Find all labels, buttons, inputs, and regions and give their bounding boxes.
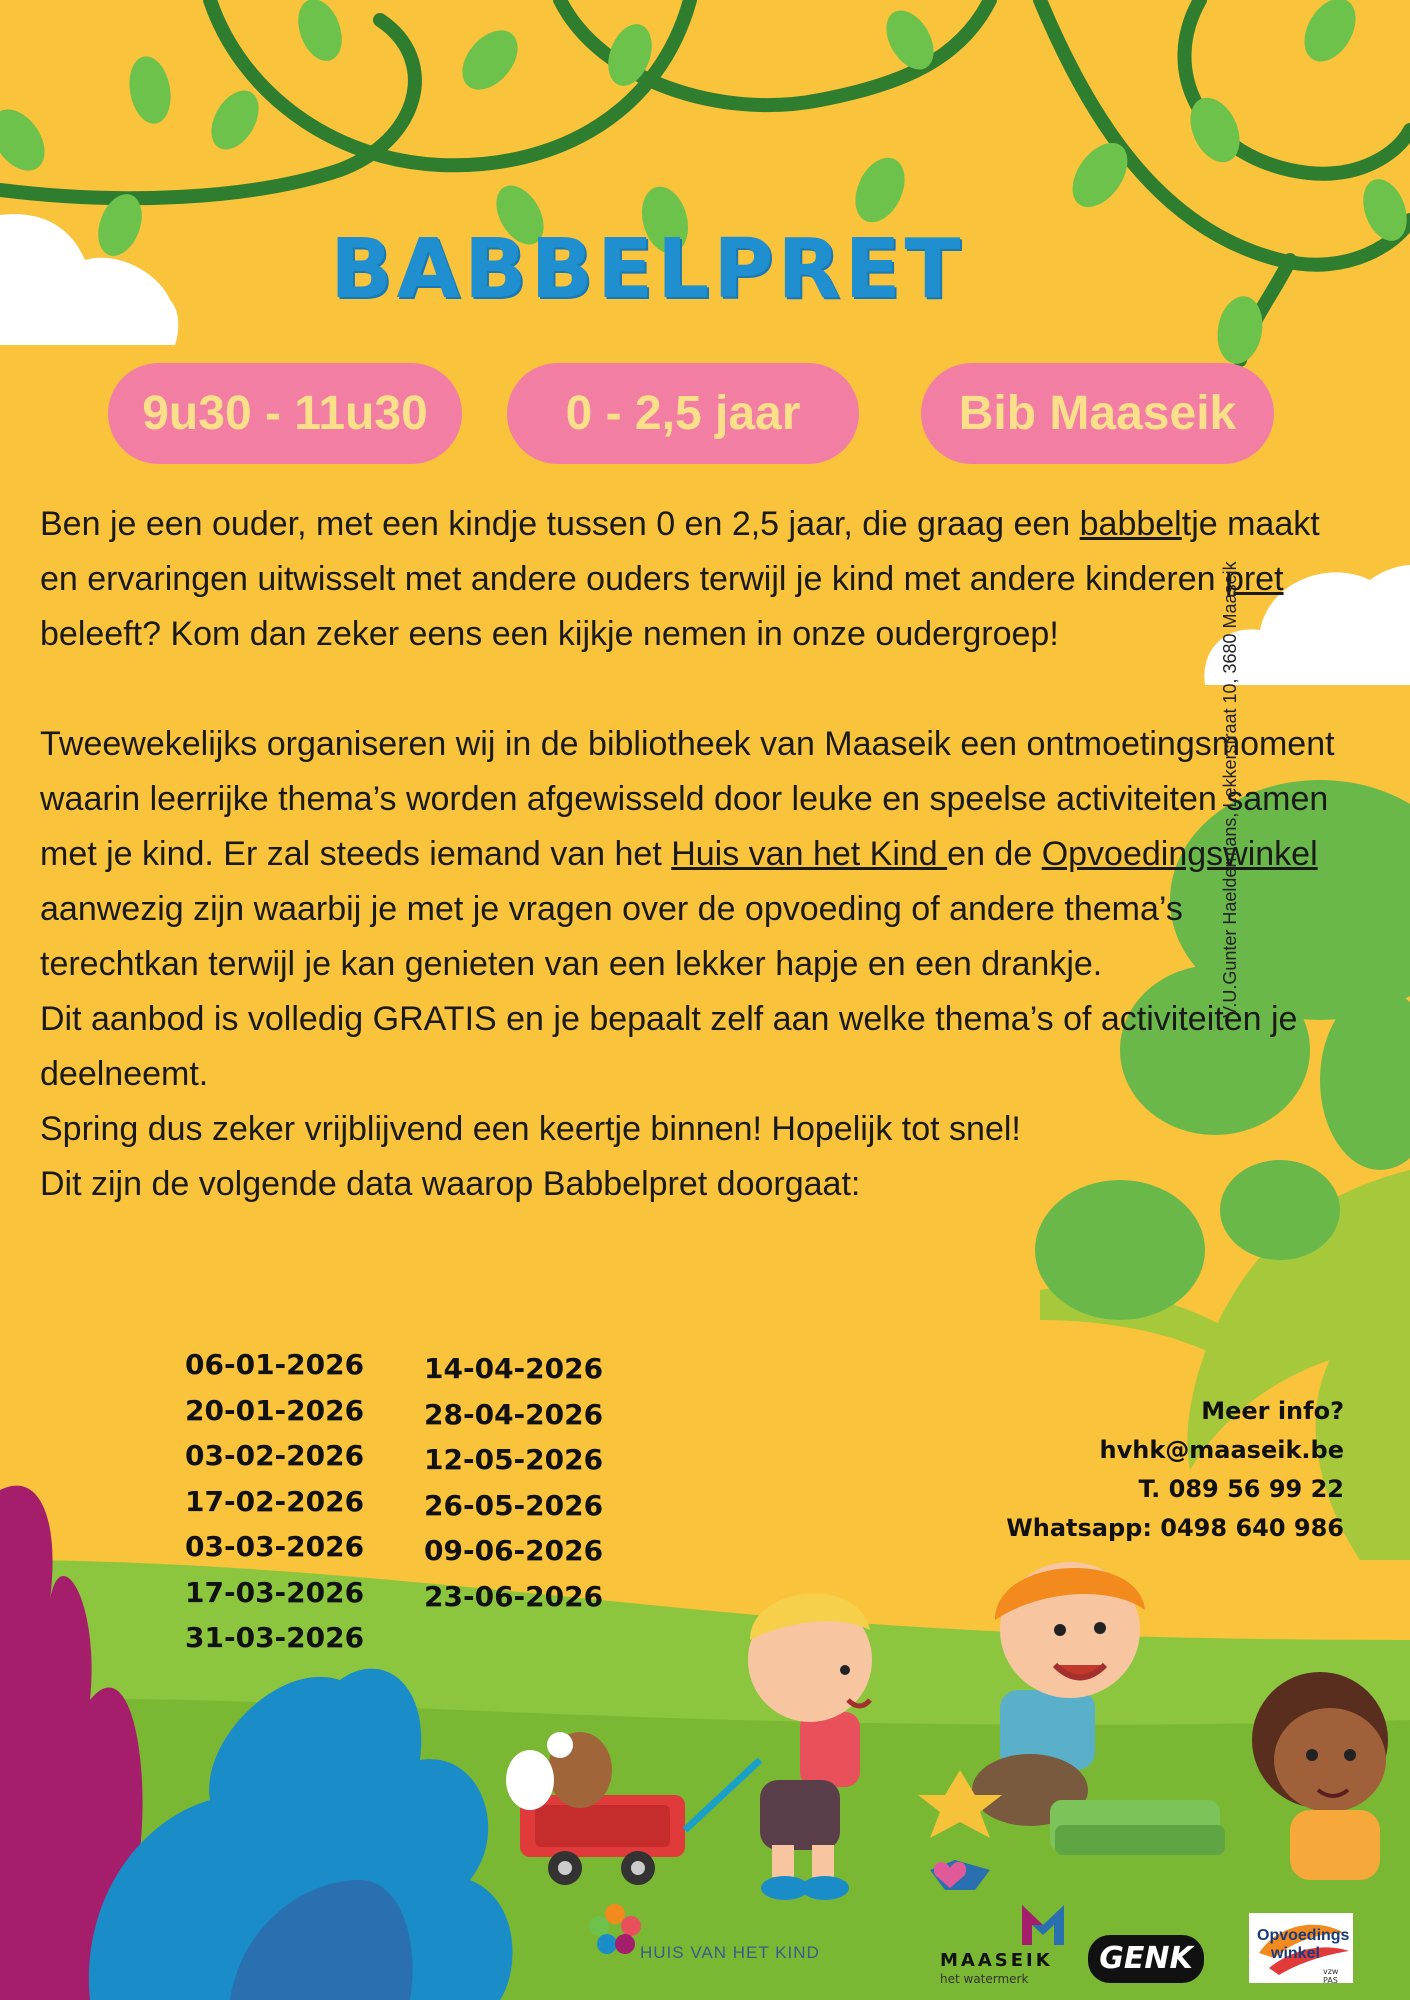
opvoedingswinkel-link[interactable]: Opvoedingswinkel (1041, 835, 1318, 873)
date-item: 28-04-2026 (424, 1397, 604, 1431)
date-item: 23-06-2026 (424, 1579, 604, 1613)
contact-label: Meer info? (1201, 1397, 1344, 1425)
huis-van-het-kind-link[interactable]: Huis van het Kind (671, 835, 948, 873)
date-item: 06-01-2026 (185, 1348, 365, 1381)
responsible-publisher: V.U.Gunter Haeldermans, Lekkerstraat 10, 3680 Maaseik (1220, 561, 1240, 1018)
contact-email[interactable]: hvhk@maaseik.be (1099, 1436, 1344, 1464)
contact-info (1006, 1392, 1344, 1548)
intro-text-2: tje maakt en ervaringen uitwisselt met andere ouders terwijl je kind met andere kinderen (40, 505, 1320, 598)
date-item: 14-04-2026 (424, 1352, 604, 1385)
intro-text-3: beleeft? Kom dan zeker eens een kijkje nemen in onze oudergroep! (40, 615, 1059, 653)
main-text-2: en de (947, 835, 1042, 873)
date-item: 20-01-2026 (185, 1393, 365, 1427)
opvoedingswinkel-logo-text-1: Opvoedings (1257, 1927, 1350, 1944)
huis-van-het-kind-logo-text: HUIS VAN HET KIND (640, 1943, 820, 1962)
date-item: 17-02-2026 (185, 1484, 365, 1518)
contact-whatsapp[interactable]: Whatsapp: 0498 640 986 (1006, 1514, 1344, 1542)
dates-column-2 (424, 1346, 603, 1619)
date-item: 17-03-2026 (185, 1575, 365, 1609)
age-pill: 0 - 2,5 jaar (507, 363, 859, 464)
maaseik-logo-icon (1020, 1903, 1066, 1947)
gratis-paragraph: Dit aanbod is volledig GRATIS en je bepaalt zelf aan welke thema’s of activiteiten je deelneemt. (40, 1000, 1298, 1093)
main-paragraph (40, 717, 1340, 992)
date-item: 09-06-2026 (424, 1534, 604, 1567)
babbel-highlight: babbel (1079, 505, 1182, 543)
genk-logo: GENK (1088, 1935, 1204, 1983)
page-title: BABBELPRET (330, 222, 965, 317)
contact-phone[interactable]: T. 089 56 99 22 (1138, 1475, 1344, 1503)
main-text-3: aanwezig zijn waarbij je met je vragen over de opvoeding of andere thema’s terechtkan terwijl je kan genieten van een lekker hapje en een drankje. (40, 890, 1183, 983)
pret-highlight: pret (1224, 560, 1284, 598)
opvoedingswinkel-logo (1249, 1913, 1353, 1983)
main-text-1: Tweewekelijks organiseren wij in de bibliotheek van Maaseik een ontmoetingsmoment waarin leerrijke thema’s worden afgewisseld door leuke en speelse activiteiten samen met je kind. Er zal steeds iemand van het (40, 725, 1335, 873)
body-text (40, 497, 1340, 1212)
data-intro-paragraph: Dit zijn de volgende data waarop Babbelpret doorgaat: (40, 1165, 861, 1203)
date-item: 03-02-2026 (185, 1439, 365, 1472)
opvoedingswinkel-logo-subtext: vzw PAS (1323, 1967, 1339, 1985)
opvoedingswinkel-logo-text-2: winkel (1271, 1945, 1320, 1962)
date-item: 26-05-2026 (424, 1488, 604, 1522)
dates-column-1 (185, 1342, 364, 1661)
time-pill: 9u30 - 11u30 (108, 363, 462, 464)
location-pill: Bib Maaseik (921, 363, 1274, 464)
spring-paragraph: Spring dus zeker vrijblijvend een keertje binnen! Hopelijk tot snel! (40, 1110, 1021, 1148)
maaseik-logo-subtext: het watermerk (940, 1972, 1029, 1986)
intro-text-1: Ben je een ouder, met een kindje tussen 0 en 2,5 jaar, die graag een (40, 505, 1080, 543)
date-item: 12-05-2026 (424, 1443, 604, 1476)
intro-paragraph (40, 497, 1340, 662)
date-item: 03-03-2026 (185, 1530, 365, 1563)
date-item: 31-03-2026 (185, 1621, 365, 1654)
huis-van-het-kind-logo-icon (585, 1900, 645, 1960)
maaseik-logo-text: MAASEIK (940, 1950, 1053, 1971)
